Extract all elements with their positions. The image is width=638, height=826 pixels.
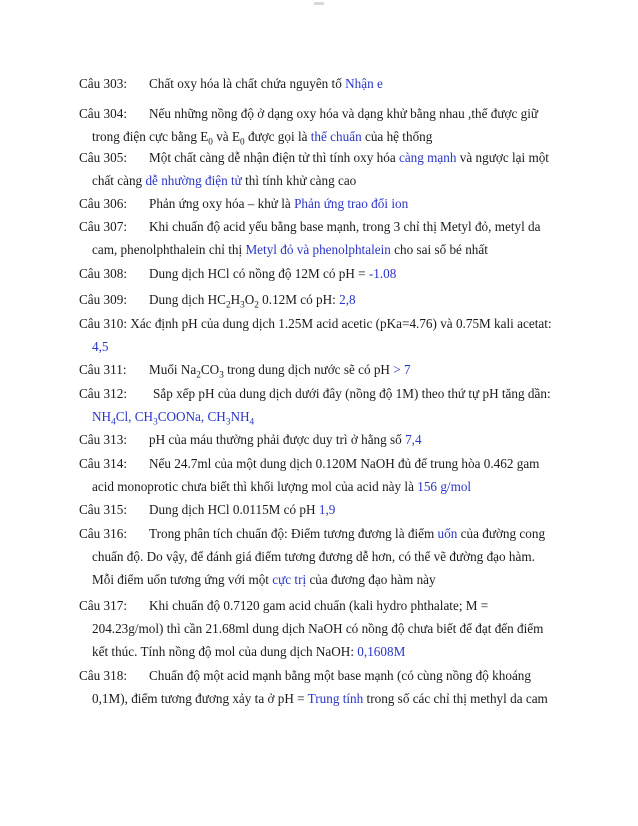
question-316: Câu 316: Trong phân tích chuẩn độ: Điểm tương đương là điểm uốn của đường cong chuẩn độ. Do vậy, để đánh giá điểm tương đương dễ hơn, có thể vẽ đường đạo hàm. Mỗi điểm uốn tương ứng với một cực trị của đương đạo hàm này xyxy=(79,526,546,587)
answer: 156 g/mol xyxy=(417,479,472,494)
answer: 1,9 xyxy=(318,502,336,517)
answer: thế chuẩn xyxy=(310,129,362,144)
question-303: Câu 303: Chất oxy hóa là chất chứa nguyên tố Nhận e xyxy=(79,76,383,91)
question-318: Câu 318: Chuẩn độ một acid mạnh bằng một base mạnh (có cùng nồng độ khoáng 0,1M), điểm tương đương xảy ta ở pH = Trung tính trong số các chỉ thị methyl da cam xyxy=(79,668,548,706)
answer: 2,8 xyxy=(339,292,356,307)
question-310: Câu 310: Xác định pH của dung dịch 1.25M acid acetic (pKa=4.76) và 0.75M kali acetat: 4,5 xyxy=(79,312,569,358)
answer: 7,4 xyxy=(405,432,422,447)
answer: $NH_4Cl$, $CH_3COONa$, $CH_3NH_4$ xyxy=(92,409,255,427)
question-314: Câu 314: Nếu 24.7ml của một dung dịch 0.120M NaOH đủ để trung hòa 0.462 gam acid monoprotic chưa biết thì khối lượng mol của acid này là 156 g/mol xyxy=(79,456,540,494)
question-307: Câu 307: Khi chuẩn độ acid yếu bằng base mạnh, trong 3 chỉ thị Metyl đỏ, metyl da cam, phenolphthalein chỉ thị Metyl đỏ và phenolphtalein cho sai số bé nhất xyxy=(79,219,541,257)
question-313: Câu 313: pH của máu thường phải được duy trì ở hằng số 7,4 xyxy=(79,432,422,447)
question-308: Câu 308: Dung dịch HCl có nồng độ 12M có pH = -1.08 xyxy=(79,266,397,281)
question-309: Câu 309: Dung dịch $HC_2H_3O_2$ 0.12M có pH: 2,8 xyxy=(79,292,356,310)
question-311: Câu 311: Muối $Na_2CO_3$ trong dung dịch nước sẽ có pH > 7 xyxy=(79,362,411,380)
answer: Nhận e xyxy=(345,76,383,91)
page-top-marker xyxy=(314,2,324,5)
answer: Metyl đỏ và phenolphtalein xyxy=(245,242,391,257)
answer: -1.08 xyxy=(368,266,397,281)
question-315: Câu 315: Dung dịch HCl 0.0115M có pH 1,9 xyxy=(79,502,336,517)
answer: cực trị xyxy=(272,572,307,587)
answer: uốn xyxy=(437,526,458,541)
question-317: Câu 317: Khi chuẩn độ 0.7120 gam acid chuẩn (kali hydro phthalate; M = 204.23g/mol) thì cần 21.68ml dung dịch NaOH có nồng độ chưa biết để đạt đến điểm kết thúc. Tính nồng độ mol của dung dịch NaOH: 0,1608M xyxy=(79,598,544,659)
question-312: Câu 312: Sắp xếp pH của dung dịch dưới đây (nồng độ 1M) theo thứ tự pH tăng dần: $NH_4Cl$, $CH_3COONa$, $CH_3NH_4$ xyxy=(79,382,569,428)
answer: Phản ứng trao đổi ion xyxy=(294,196,409,211)
answer: > 7 xyxy=(393,362,411,377)
answer: 4,5 xyxy=(92,339,109,354)
question-304: Câu 304: Nếu những nồng độ ở dạng oxy hóa và dạng khử bằng nhau ,thế được giữ trong điện cực bằng $E_0$ và $E_0$ được gọi là thế chuẩn của hệ thống xyxy=(79,106,539,147)
question-306: Câu 306: Phản ứng oxy hóa – khử là Phản ứng trao đổi ion xyxy=(79,196,409,211)
answer: dễ nhường điện tử xyxy=(145,173,242,188)
answer: càng mạnh xyxy=(398,150,457,165)
question-305: Câu 305: Một chất càng dễ nhận điện tử thì tính oxy hóa càng mạnh và ngược lại một chất càng dễ nhường điện tử thì tính khử càng cao xyxy=(79,150,549,188)
answer: 0,1608M xyxy=(357,644,406,659)
answer: Trung tính xyxy=(307,691,364,706)
